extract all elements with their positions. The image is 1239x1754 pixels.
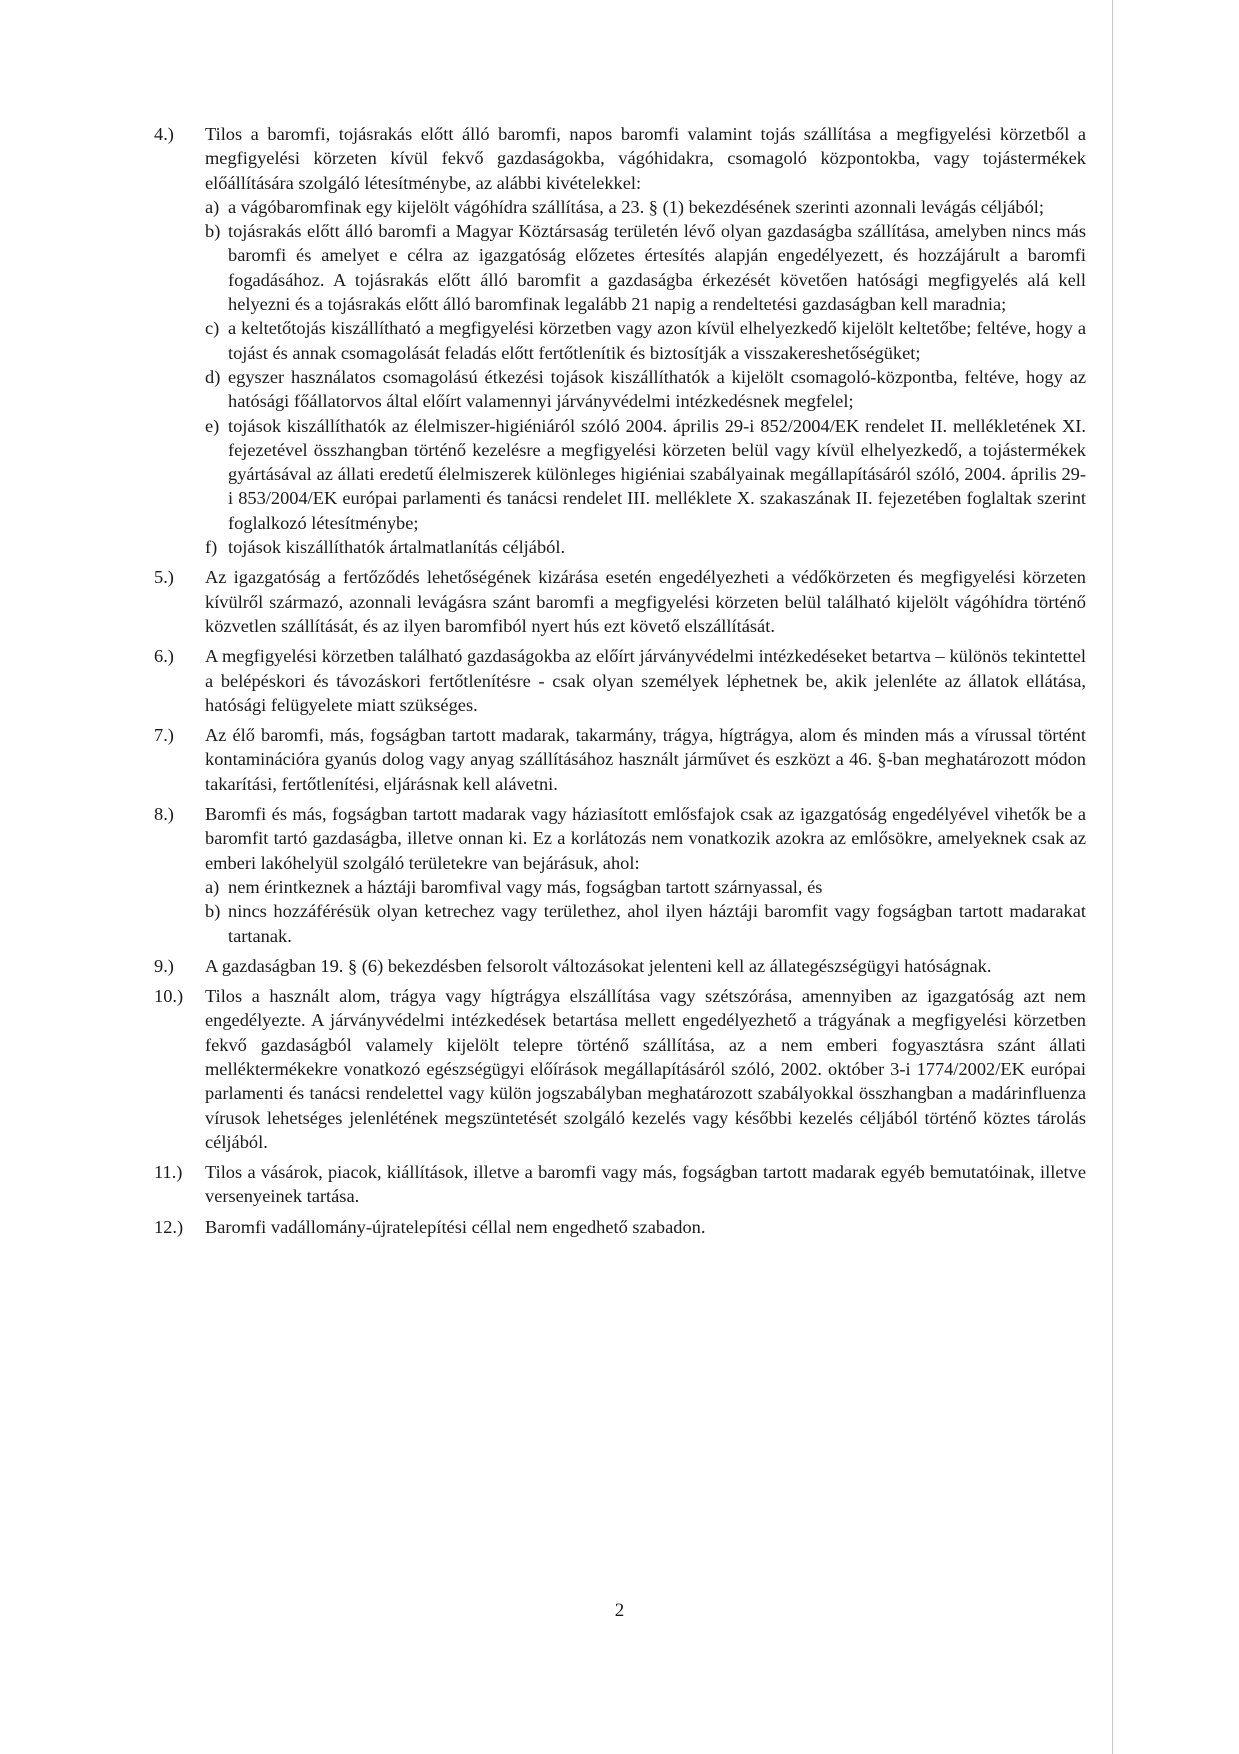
item-11 [154, 1160, 1086, 1209]
item-text: Tilos a vásárok, piacok, kiállítások, illetve a baromfi vagy más, fogságban tartott madarak egyéb bemutatóinak, illetve versenyeinek tartása. [205, 1162, 1086, 1207]
item-10 [154, 984, 1086, 1154]
item-text: A megfigyelési körzetben található gazdaságokba az előírt járványvédelmi intézkedéseket betartva – különös tekintettel a belépéskori és távozáskori fertőtlenítésre - csak olyan személyek léphetnek be, akik jelenléte az állatok ellátása, hatósági felügyelete miatt szükséges. [205, 646, 1086, 715]
sub-item-text: a vágóbaromfinak egy kijelölt vágóhídra szállítása, a 23. § (1) bekezdésének szerinti azonnali levágás céljából; [228, 196, 1045, 217]
item-5 [154, 565, 1086, 638]
sub-item-e [205, 414, 1086, 535]
item-text: Tilos a baromfi, tojásrakás előtt álló baromfi, napos baromfi valamint tojás szállítása a megfigyelési körzetből a megfigyelési körzeten kívül fekvő gazdaságokba, vágóhidakra, csomagoló központokba, vagy tojástermékek előállítására szolgáló létesítménybe, az alábbi kivételekkel: [205, 124, 1086, 193]
sub-item-letter: c) [205, 318, 220, 339]
item-number: 11.) [154, 1162, 183, 1183]
item-body [205, 122, 1086, 559]
item-body [205, 723, 1086, 796]
item-number: 7.) [154, 725, 174, 746]
sub-item-f [205, 535, 1086, 559]
sub-item-d [205, 365, 1086, 414]
item-8 [154, 802, 1086, 948]
item-7 [154, 723, 1086, 796]
document-body [154, 122, 1086, 1245]
item-number: 5.) [154, 567, 174, 588]
sub-item-letter: f) [205, 537, 218, 558]
item-4 [154, 122, 1086, 559]
item-body [205, 954, 1086, 978]
item-body [205, 644, 1086, 717]
item-text: Az igazgatóság a fertőződés lehetőségének kizárása esetén engedélyezheti a védőkörzeten és megfigyelési körzeten kívülről származó, azonnali levágásra szánt baromfi a megfigyelési körzeten belül található kijelölt vágóhídra történő közvetlen szállítását, és az ilyen baromfiból nyert hús ezt követő elszállítását. [205, 567, 1086, 636]
sub-item-text: nem érintkeznek a háztáji baromfival vagy más, fogságban tartott szárnyassal, és [228, 876, 823, 897]
sub-item-b [205, 899, 1086, 948]
item-12 [154, 1215, 1086, 1239]
sub-item-a [205, 195, 1086, 219]
item-number: 6.) [154, 646, 174, 667]
sub-item-letter: a) [205, 876, 220, 897]
item-body [205, 565, 1086, 638]
item-number: 12.) [154, 1216, 184, 1237]
sub-item-letter: e) [205, 415, 220, 436]
sub-item-letter: d) [205, 366, 221, 387]
sub-item-text: nincs hozzáférésük olyan ketrechez vagy területhez, ahol ilyen háztáji baromfit vagy fogságban tartott madarakat tartanak. [228, 901, 1086, 946]
item-text: Az élő baromfi, más, fogságban tartott madarak, takarmány, trágya, hígtrágya, alom és minden más a vírussal történt kontaminációra gyanús dolog vagy anyag szállításához használt járművet és eszközt a 46. §-ban meghatározott módon takarítási, fertőtlenítési, eljárásnak kell alávetni. [205, 725, 1086, 794]
item-text: A gazdaságban 19. § (6) bekezdésben felsorolt változásokat jelenteni kell az állategészségügyi hatóságnak. [205, 955, 992, 976]
item-text: Tilos a használt alom, trágya vagy hígtrágya elszállítása vagy szétszórása, amennyiben az igazgatóság azt nem engedélyezte. A járványvédelmi intézkedések betartása mellett engedélyezhető a trágyának a megfigyelési körzetben fekvő gazdaságból valamely kijelölt telepre történő szállítása, az a nem emberi fogyasztásra szánt állati melléktermékekre vonatkozó egészségügyi előírások megállapításáról szóló, 2002. október 3-i 1774/2002/EK európai parlamenti és tanácsi rendelettel vagy külön jogszabályban meghatározott szabályokkal összhangban a madárinfluenza vírusok lehetséges jelenlétének megszüntetését szolgáló kezelés vagy későbbi kezelés céljából történő köztes tárolás céljából. [205, 986, 1086, 1152]
sub-item-text: a keltetőtojás kiszállítható a megfigyelési körzetben vagy azon kívül elhelyezkedő kijelölt keltetőbe; feltéve, hogy a tojást és annak csomagolását feladás előtt fertőtlenítik és biztosítják a visszakereshetőségüket; [228, 318, 1086, 363]
item-number: 4.) [154, 124, 174, 144]
sub-item-text: tojásrakás előtt álló baromfi a Magyar Köztársaság területén lévő olyan gazdaságba szállítása, amelyben nincs más baromfi és amelyet e célra az igazgatóság előzetes értesítés alapján engedélyezett, és hozzájárult a baromfi fogadásához. A tojásrakás előtt álló baromfit a gazdaságba érkezését követően hatósági megfigyelés alá kell helyezni és a tojásrakás előtt álló baromfinak legalább 21 napig a rendeltetési gazdaságban kell maradnia; [228, 221, 1086, 315]
sub-item-letter: b) [205, 221, 221, 242]
item-body [205, 1160, 1086, 1209]
sub-item-b [205, 219, 1086, 316]
item-body [205, 802, 1086, 948]
item-body [205, 1215, 1086, 1239]
item-9 [154, 954, 1086, 978]
sub-item-text: egyszer használatos csomagolású étkezési tojások kiszállíthatók a kijelölt csomagoló-központba, feltéve, hogy az hatósági főállatorvos által előírt valamennyi járványvédelmi intézkedésnek megfelel; [228, 366, 1086, 412]
item-body [205, 984, 1086, 1154]
item-text: Baromfi vadállomány-újratelepítési céllal nem engedhető szabadon. [205, 1216, 706, 1237]
sub-item-letter: a) [205, 196, 220, 217]
item-number: 10.) [154, 986, 184, 1007]
sub-item-text: tojások kiszállíthatók az élelmiszer-higiéniáról szóló 2004. április 29-i 852/2004/EK rendelet II. mellékletének XI. fejezetével összhangban történő kezelésre a megfigyelési körzeten belül vagy kívül elhelyezkedő, a tojástermékek gyártásával az állati eredetű élelmiszerek különleges higiéniai szabályainak megállapításáról szóló, 2004. április 29-i 853/2004/EK európai parlamenti és tanácsi rendelet III. melléklete X. szakaszának II. fejezetében foglaltak szerint foglalkozó létesítménybe; [228, 415, 1086, 533]
item-number: 9.) [154, 955, 174, 976]
page-edge-line [1112, 0, 1113, 1754]
item-text: Baromfi és más, fogságban tartott madarak vagy háziasított emlősfajok csak az igazgatóság engedélyével vihetők be a baromfit tartó gazdaságba, illetve onnan ki. Ez a korlátozás nem vonatkozik azokra az emlősökre, amelyeknek csak az emberi lakóhelyül szolgáló területekre van bejárásuk, ahol: [205, 804, 1086, 873]
page-number: 2 [614, 1600, 625, 1621]
item-number: 8.) [154, 804, 174, 825]
sub-item-letter: b) [205, 901, 221, 922]
item-6 [154, 644, 1086, 717]
sub-item-text: tojások kiszállíthatók ártalmatlanítás céljából. [228, 537, 566, 558]
sub-item-c [205, 316, 1086, 365]
sub-item-a [205, 875, 1086, 899]
